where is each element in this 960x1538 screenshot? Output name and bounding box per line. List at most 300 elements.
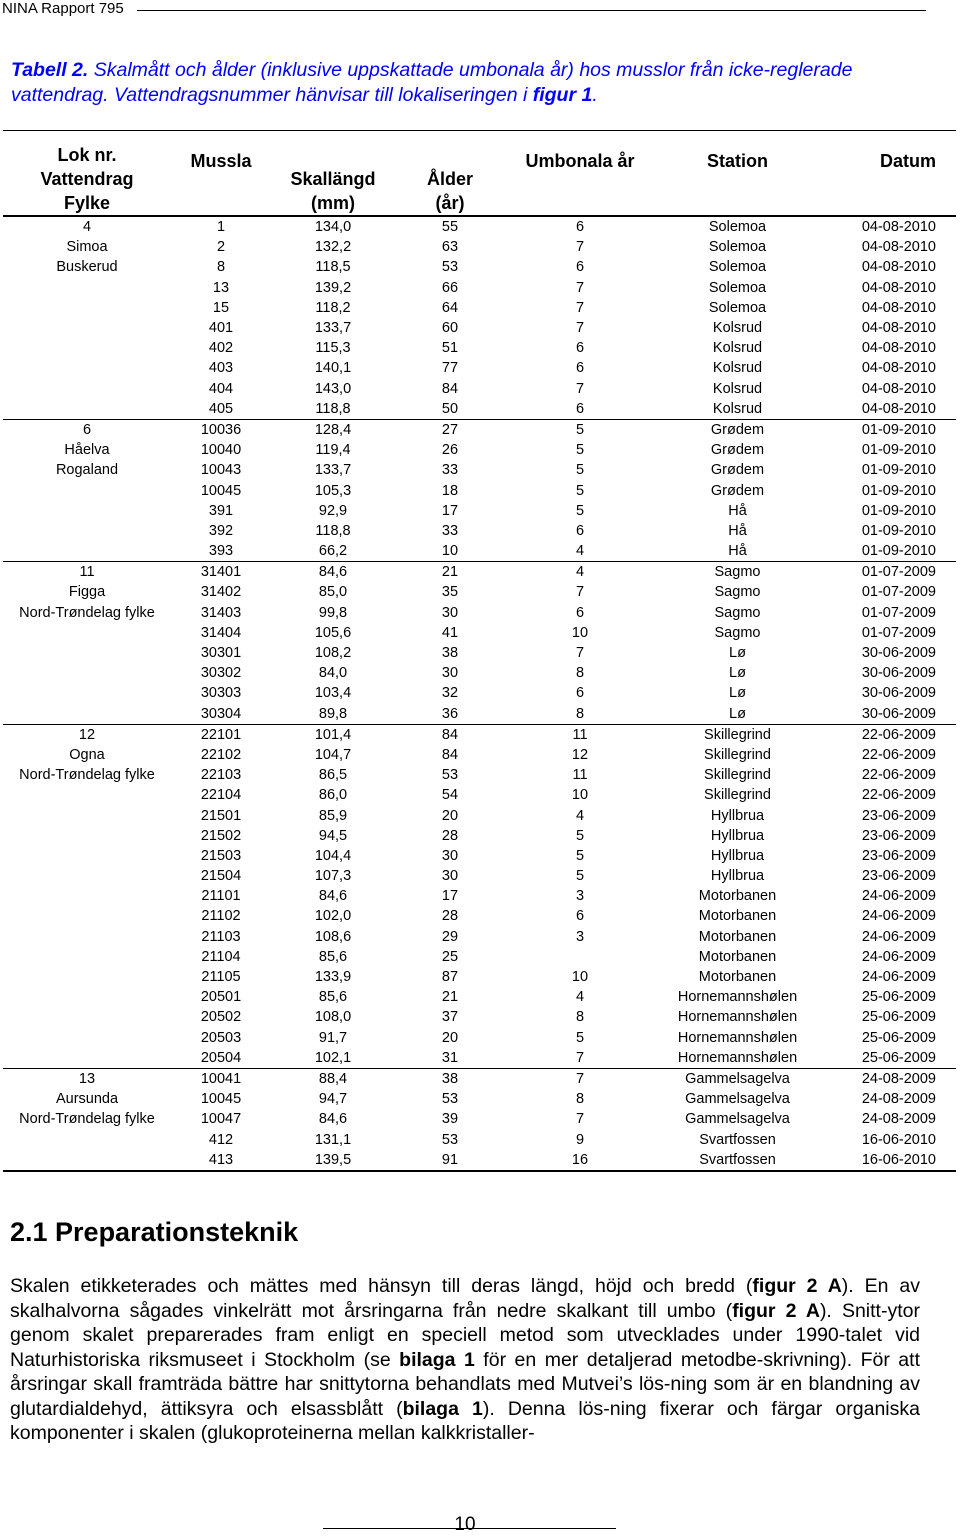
table-row bbox=[3, 582, 956, 602]
cell-datum: 04-08-2010 bbox=[861, 400, 936, 417]
cell-station: Grødem bbox=[710, 482, 765, 499]
cell-datum: 24-08-2009 bbox=[861, 1111, 936, 1128]
cell-alder: 84 bbox=[395, 724, 505, 745]
cell-lokalitet: Nord-Trøndelag fylke bbox=[19, 1111, 155, 1128]
data-table bbox=[3, 130, 956, 1172]
cell-alder: 39 bbox=[441, 1111, 459, 1128]
cell-datum: 01-09-2010 bbox=[861, 522, 936, 539]
table-row bbox=[3, 704, 956, 725]
cell-alder: 41 bbox=[441, 624, 459, 641]
cell-alder: 33 bbox=[441, 462, 459, 479]
cell-datum: 04-08-2010 bbox=[861, 239, 936, 256]
cell-alder: 17 bbox=[441, 502, 459, 519]
cell-mussla: 10040 bbox=[200, 442, 242, 459]
cell-umbonala: 7 bbox=[575, 320, 585, 337]
cell-umbonala: 3 bbox=[575, 928, 585, 945]
cell-alder: 28 bbox=[441, 827, 459, 844]
cell-alder: 21 bbox=[395, 562, 505, 583]
cell-skallangd: 108,0 bbox=[314, 1009, 352, 1026]
cell-station: Grødem bbox=[710, 442, 765, 459]
cell-alder: 66 bbox=[441, 279, 459, 296]
cell-alder: 84 bbox=[441, 746, 459, 763]
header-mussla: Mussla bbox=[171, 131, 271, 217]
cell-skallangd: 128,4 bbox=[271, 419, 395, 440]
cell-umbonala: 8 bbox=[575, 1091, 585, 1108]
cell-station: Solemoa bbox=[708, 279, 767, 296]
cell-mussla: 404 bbox=[208, 380, 234, 397]
cell-skallangd: 133,7 bbox=[314, 320, 352, 337]
cell-mussla: 22102 bbox=[200, 746, 242, 763]
cell-datum: 01-07-2009 bbox=[861, 624, 936, 641]
cell-lokalitet bbox=[3, 358, 171, 378]
cell-umbonala: 9 bbox=[575, 1131, 585, 1148]
cell-lokalitet bbox=[3, 643, 171, 663]
cell-skallangd: 99,8 bbox=[318, 604, 348, 621]
cell-umbonala: 4 bbox=[575, 989, 585, 1006]
cell-lokalitet bbox=[3, 1048, 171, 1069]
cell-alder: 30 bbox=[441, 665, 459, 682]
cell-mussla: 10047 bbox=[200, 1111, 242, 1128]
table-row bbox=[3, 826, 956, 846]
cell-mussla: 31401 bbox=[171, 562, 271, 583]
cell-skallangd: 85,9 bbox=[318, 807, 348, 824]
cell-alder: 37 bbox=[441, 1009, 459, 1026]
cell-station: Kolsrud bbox=[712, 400, 763, 417]
table-row bbox=[3, 562, 956, 583]
cell-umbonala: 7 bbox=[505, 1068, 655, 1089]
cell-station: Hyllbrua bbox=[710, 847, 765, 864]
cell-skallangd: 132,2 bbox=[314, 239, 352, 256]
cell-skallangd: 118,8 bbox=[315, 400, 351, 417]
cell-alder: 32 bbox=[441, 685, 459, 702]
cell-datum: 24-08-2009 bbox=[861, 1091, 936, 1108]
cell-skallangd: 104,4 bbox=[314, 847, 352, 864]
caption-text: Skalmått och ålder (inklusive uppskattade umbonala år) hos musslor från icke-reglerade vattendrag. Vattendragsnummer hänvisar till lokaliseringen i bbox=[11, 59, 853, 106]
table-row bbox=[3, 501, 956, 521]
cell-skallangd: 119,4 bbox=[315, 442, 351, 459]
cell-datum: 01-07-2009 bbox=[820, 562, 956, 583]
cell-skallangd: 84,6 bbox=[271, 562, 395, 583]
cell-alder: 55 bbox=[441, 219, 459, 236]
cell-mussla: 20503 bbox=[200, 1029, 242, 1046]
cell-station: Hyllbrua bbox=[710, 868, 765, 885]
cell-skallangd: 133,9 bbox=[314, 969, 352, 986]
cell-mussla: 22104 bbox=[200, 787, 242, 804]
table-row bbox=[3, 318, 956, 338]
table-row bbox=[3, 906, 956, 926]
cell-station: Skillegrind bbox=[704, 767, 771, 784]
table-row bbox=[3, 1150, 956, 1171]
cell-skallangd: 118,2 bbox=[315, 299, 351, 316]
cell-datum: 25-06-2009 bbox=[861, 1049, 936, 1066]
cell-umbonala: 16 bbox=[571, 1151, 589, 1168]
cell-datum: 01-07-2009 bbox=[861, 604, 936, 621]
cell-skallangd: 92,9 bbox=[318, 502, 348, 519]
cell-skallangd: 86,5 bbox=[318, 767, 348, 784]
cell-skallangd: 85,6 bbox=[318, 989, 348, 1006]
cell-umbonala: 11 bbox=[505, 724, 655, 745]
cell-station: Kolsrud bbox=[712, 340, 763, 357]
table-row bbox=[3, 379, 956, 399]
cell-umbonala: 7 bbox=[575, 1111, 585, 1128]
cell-lokalitet bbox=[3, 866, 171, 886]
cell-lokalitet: Figga bbox=[68, 584, 106, 601]
cell-lokalitet: Buskerud bbox=[56, 259, 118, 276]
header-skallangd: Skallängd (mm) bbox=[271, 131, 395, 217]
cell-umbonala: 4 bbox=[505, 562, 655, 583]
cell-lokalitet: Rogaland bbox=[55, 462, 119, 479]
cell-datum: 23-06-2009 bbox=[861, 847, 936, 864]
cell-alder: 87 bbox=[441, 969, 459, 986]
table-row bbox=[3, 805, 956, 825]
cell-alder: 53 bbox=[441, 259, 459, 276]
table-row bbox=[3, 298, 956, 318]
cell-skallangd: 105,6 bbox=[314, 624, 352, 641]
cell-mussla: 21104 bbox=[201, 948, 241, 965]
cell-mussla: 1 bbox=[216, 219, 226, 236]
cell-umbonala: 3 bbox=[575, 888, 585, 905]
table-row bbox=[3, 237, 956, 257]
cell-umbonala: 8 bbox=[575, 705, 585, 722]
cell-lokalitet: 4 bbox=[82, 219, 92, 236]
cell-alder: 36 bbox=[441, 705, 459, 722]
cell-station: Kolsrud bbox=[712, 380, 763, 397]
cell-mussla: 10036 bbox=[171, 419, 271, 440]
cell-umbonala: 5 bbox=[575, 442, 585, 459]
cell-skallangd: 139,5 bbox=[314, 1151, 352, 1168]
cell-mussla: 403 bbox=[208, 360, 234, 377]
cell-station: Solemoa bbox=[708, 299, 767, 316]
cell-skallangd: 108,6 bbox=[314, 928, 352, 945]
cell-umbonala: 5 bbox=[575, 868, 585, 885]
cell-alder: 31 bbox=[441, 1049, 459, 1066]
table-row bbox=[3, 1089, 956, 1109]
cell-datum: 22-06-2009 bbox=[861, 767, 936, 784]
cell-mussla: 8 bbox=[216, 259, 226, 276]
cell-umbonala: 6 bbox=[575, 219, 585, 236]
cell-datum: 04-08-2010 bbox=[861, 259, 936, 276]
cell-lokalitet bbox=[3, 805, 171, 825]
cell-lokalitet bbox=[3, 1007, 171, 1027]
cell-datum: 01-09-2010 bbox=[861, 482, 936, 499]
cell-mussla: 31404 bbox=[200, 624, 242, 641]
cell-umbonala: 5 bbox=[575, 1029, 585, 1046]
cell-station: Skillegrind bbox=[704, 787, 771, 804]
cell-umbonala: 7 bbox=[575, 299, 585, 316]
cell-umbonala: 12 bbox=[571, 746, 589, 763]
table-row bbox=[3, 846, 956, 866]
cell-lokalitet bbox=[3, 947, 171, 967]
table-row bbox=[3, 785, 956, 805]
table-row bbox=[3, 724, 956, 745]
cell-alder: 27 bbox=[395, 419, 505, 440]
cell-station: Hornemannshølen bbox=[677, 1009, 798, 1026]
cell-mussla: 401 bbox=[208, 320, 234, 337]
cell-lokalitet: Simoa bbox=[66, 239, 108, 256]
cell-mussla: 30304 bbox=[200, 705, 242, 722]
cell-skallangd: 84,6 bbox=[318, 1111, 348, 1128]
cell-skallangd: 94,7 bbox=[318, 1091, 348, 1108]
cell-mussla: 31403 bbox=[200, 604, 242, 621]
cell-lokalitet bbox=[3, 399, 171, 420]
cell-umbonala: 6 bbox=[575, 340, 585, 357]
cell-alder: 30 bbox=[441, 604, 459, 621]
cell-datum: 04-08-2010 bbox=[861, 299, 936, 316]
cell-skallangd: 134,0 bbox=[314, 219, 352, 236]
cell-lokalitet: Nord-Trøndelag fylke bbox=[19, 604, 155, 621]
cell-datum: 01-09-2010 bbox=[820, 419, 956, 440]
cell-datum: 16-06-2010 bbox=[861, 1151, 936, 1168]
cell-skallangd: 89,8 bbox=[318, 705, 348, 722]
table-row bbox=[3, 460, 956, 480]
table-row bbox=[3, 1048, 956, 1069]
table-row bbox=[3, 1109, 956, 1129]
cell-alder: 20 bbox=[441, 807, 459, 824]
page-header bbox=[2, 0, 926, 20]
cell-umbonala: 5 bbox=[575, 502, 585, 519]
cell-lokalitet bbox=[3, 987, 171, 1007]
cell-datum: 25-06-2009 bbox=[861, 989, 936, 1006]
page-footer bbox=[0, 1510, 960, 1538]
cell-umbonala: 11 bbox=[572, 767, 588, 784]
cell-lokalitet bbox=[3, 663, 171, 683]
cell-lokalitet: 13 bbox=[3, 1068, 171, 1089]
table-row bbox=[3, 947, 956, 967]
cell-lokalitet bbox=[3, 886, 171, 906]
cell-mussla: 20504 bbox=[200, 1049, 242, 1066]
cell-skallangd: 118,8 bbox=[315, 522, 351, 539]
table-row bbox=[3, 419, 956, 440]
cell-datum: 24-06-2009 bbox=[861, 928, 936, 945]
cell-station: Lø bbox=[729, 685, 746, 702]
cell-umbonala: 10 bbox=[571, 624, 589, 641]
cell-umbonala: 6 bbox=[575, 400, 585, 417]
cell-skallangd: 84,0 bbox=[318, 665, 348, 682]
cell-lokalitet bbox=[3, 541, 171, 562]
cell-station: Hå bbox=[728, 543, 747, 560]
cell-umbonala: 5 bbox=[505, 419, 655, 440]
cell-skallangd: 66,2 bbox=[318, 543, 348, 560]
cell-datum: 23-06-2009 bbox=[861, 868, 936, 885]
cell-skallangd: 85,6 bbox=[318, 948, 348, 965]
cell-station: Hornemannshølen bbox=[677, 1049, 798, 1066]
cell-station: Sagmo bbox=[714, 584, 761, 601]
header-station: Station bbox=[655, 131, 820, 217]
cell-station: Sagmo bbox=[714, 604, 761, 621]
cell-datum: 30-06-2009 bbox=[861, 645, 936, 662]
cell-alder: 38 bbox=[395, 1068, 505, 1089]
cell-alder: 33 bbox=[441, 522, 459, 539]
cell-umbonala: 4 bbox=[575, 543, 585, 560]
cell-lokalitet: Håelva bbox=[64, 442, 110, 459]
cell-umbonala: 7 bbox=[575, 584, 585, 601]
cell-station: Solemoa bbox=[708, 239, 767, 256]
cell-station: Hornemannshølen bbox=[677, 989, 798, 1006]
cell-skallangd: 101,4 bbox=[271, 724, 395, 745]
cell-alder: 64 bbox=[441, 299, 459, 316]
cell-station: Hå bbox=[728, 522, 747, 539]
header-umbonala: Umbonala år bbox=[505, 131, 655, 217]
table-row bbox=[3, 358, 956, 378]
table-row bbox=[3, 480, 956, 500]
cell-skallangd: 118,5 bbox=[315, 259, 351, 276]
cell-skallangd: 133,7 bbox=[314, 462, 352, 479]
cell-alder: 30 bbox=[441, 847, 459, 864]
cell-lokalitet bbox=[3, 683, 171, 703]
cell-station: Kolsrud bbox=[712, 320, 763, 337]
caption-prefix: Tabell 2. bbox=[11, 59, 89, 81]
cell-datum: 23-06-2009 bbox=[861, 827, 936, 844]
figure-ref: figur 2 A bbox=[752, 1275, 842, 1297]
cell-alder: 53 bbox=[441, 767, 459, 784]
cell-umbonala: 6 bbox=[575, 685, 585, 702]
cell-umbonala: 7 bbox=[575, 645, 585, 662]
table-header-row bbox=[3, 131, 956, 217]
cell-alder: 17 bbox=[441, 888, 459, 905]
table-row bbox=[3, 623, 956, 643]
cell-mussla: 30302 bbox=[200, 665, 242, 682]
cell-lokalitet: 12 bbox=[3, 724, 171, 745]
cell-mussla: 30303 bbox=[200, 685, 242, 702]
cell-skallangd: 104,7 bbox=[314, 746, 352, 763]
cell-umbonala: 7 bbox=[575, 380, 585, 397]
cell-alder: 26 bbox=[441, 442, 459, 459]
cell-mussla: 10043 bbox=[200, 462, 242, 479]
table-row bbox=[3, 1007, 956, 1027]
cell-skallangd: 131,1 bbox=[314, 1131, 352, 1148]
cell-mussla: 10045 bbox=[200, 1091, 242, 1108]
cell-datum: 04-08-2010 bbox=[861, 340, 936, 357]
cell-alder: 28 bbox=[441, 908, 459, 925]
cell-umbonala: 6 bbox=[575, 604, 585, 621]
table-row bbox=[3, 886, 956, 906]
cell-umbonala: 5 bbox=[575, 482, 585, 499]
table-row bbox=[3, 927, 956, 947]
table-body bbox=[3, 216, 956, 1171]
cell-lokalitet bbox=[3, 846, 171, 866]
cell-skallangd: 85,0 bbox=[318, 584, 348, 601]
cell-skallangd: 88,4 bbox=[271, 1068, 395, 1089]
cell-datum: 01-09-2010 bbox=[861, 462, 936, 479]
body-paragraph: Skalen etikketerades och mättes med hänsyn till deras längd, höjd och bredd (figur 2 A). En av skalhalvorna sågades vinkelrätt mot årsringarna från nedre skalkant till umbo (figur 2 A). Snitt-ytor genom skalet preparerades fram enligt en speciell metod som utvecklades under 1990-talet vid Naturhistoriska riksmuseet i Stockholm (se bilaga 1 för en mer detaljerad metodbe-skrivning). För att årsringar skall framträda bättre har snittytorna behandlats med Mutvei’s lös-ning som är en blandning av glutardialdehyd, ättiksyra och elsassblått (bilaga 1). Denna lös-ning fixerar och färgar organiska komponenter i skalen (glukoproteinerna mellan kalkkristaller- bbox=[10, 1275, 920, 1444]
table-row bbox=[3, 745, 956, 765]
appendix-ref: bilaga 1 bbox=[399, 1348, 475, 1371]
table-row bbox=[3, 1068, 956, 1089]
cell-lokalitet bbox=[3, 278, 171, 298]
cell-station: Hyllbrua bbox=[710, 827, 765, 844]
cell-lokalitet bbox=[3, 318, 171, 338]
cell-alder: 51 bbox=[441, 340, 459, 357]
cell-alder: 54 bbox=[441, 787, 459, 804]
cell-lokalitet bbox=[3, 298, 171, 318]
cell-mussla: 21105 bbox=[201, 969, 241, 986]
cell-lokalitet: Nord-Trøndelag fylke bbox=[19, 767, 155, 784]
cell-station: Sagmo bbox=[714, 624, 761, 641]
cell-skallangd: 115,3 bbox=[315, 340, 351, 357]
cell-station: Hornemannshølen bbox=[677, 1029, 798, 1046]
table-row bbox=[3, 603, 956, 623]
table-caption bbox=[11, 58, 911, 108]
cell-alder: 29 bbox=[441, 928, 459, 945]
cell-station: Solemoa bbox=[708, 219, 767, 236]
cell-lokalitet bbox=[3, 379, 171, 399]
cell-station: Grødem bbox=[710, 462, 765, 479]
cell-datum: 04-08-2010 bbox=[861, 279, 936, 296]
cell-mussla: 402 bbox=[208, 340, 234, 357]
cell-station: Hå bbox=[728, 502, 747, 519]
cell-mussla: 21103 bbox=[201, 928, 241, 945]
cell-mussla: 2 bbox=[216, 239, 226, 256]
cell-umbonala: 8 bbox=[575, 1009, 585, 1026]
cell-datum: 24-06-2009 bbox=[861, 888, 936, 905]
cell-station: Gammelsagelva bbox=[655, 1068, 820, 1089]
cell-lokalitet bbox=[3, 338, 171, 358]
cell-umbonala: 10 bbox=[571, 787, 589, 804]
cell-alder: 25 bbox=[441, 948, 459, 965]
cell-station: Kolsrud bbox=[712, 360, 763, 377]
page-number: 10 bbox=[454, 1514, 476, 1535]
cell-skallangd: 140,1 bbox=[314, 360, 352, 377]
cell-station: Hyllbrua bbox=[710, 807, 765, 824]
cell-mussla: 22103 bbox=[200, 767, 242, 784]
cell-mussla: 10041 bbox=[171, 1068, 271, 1089]
cell-alder: 77 bbox=[441, 360, 459, 377]
cell-umbonala: 7 bbox=[575, 279, 585, 296]
table-row bbox=[3, 987, 956, 1007]
cell-alder: 53 bbox=[441, 1091, 459, 1108]
cell-station: Svartfossen bbox=[699, 1151, 776, 1168]
cell-datum: 30-06-2009 bbox=[861, 685, 936, 702]
cell-skallangd: 108,2 bbox=[314, 645, 352, 662]
cell-datum: 04-08-2010 bbox=[861, 320, 936, 337]
cell-station: Motorbanen bbox=[698, 908, 777, 925]
figure-ref: figur 2 A bbox=[732, 1299, 820, 1322]
cell-lokalitet bbox=[3, 785, 171, 805]
cell-datum: 30-06-2009 bbox=[861, 665, 936, 682]
cell-skallangd: 102,0 bbox=[314, 908, 352, 925]
header-datum: Datum bbox=[820, 131, 956, 217]
cell-umbonala: 10 bbox=[571, 969, 589, 986]
cell-umbonala: 6 bbox=[575, 908, 585, 925]
cell-skallangd: 91,7 bbox=[318, 1029, 348, 1046]
cell-skallangd: 143,0 bbox=[314, 380, 352, 397]
cell-datum: 04-08-2010 bbox=[861, 219, 936, 236]
cell-station: Svartfossen bbox=[699, 1131, 776, 1148]
cell-alder: 91 bbox=[441, 1151, 459, 1168]
cell-mussla: 20502 bbox=[200, 1009, 242, 1026]
cell-alder: 84 bbox=[441, 380, 459, 397]
cell-umbonala: 7 bbox=[575, 1049, 585, 1066]
cell-station: Gammelsagelva bbox=[685, 1111, 790, 1128]
table-row bbox=[3, 1028, 956, 1048]
table-row bbox=[3, 683, 956, 703]
cell-datum: 24-06-2009 bbox=[861, 969, 936, 986]
table-row bbox=[3, 663, 956, 683]
cell-alder: 21 bbox=[441, 989, 459, 1006]
cell-datum: 25-06-2009 bbox=[861, 1029, 936, 1046]
cell-station: Lø bbox=[729, 645, 746, 662]
cell-datum: 01-09-2010 bbox=[861, 502, 936, 519]
cell-lokalitet bbox=[3, 967, 171, 987]
cell-mussla: 21101 bbox=[201, 888, 241, 905]
table-row bbox=[3, 257, 956, 277]
cell-datum: 22-06-2009 bbox=[861, 746, 936, 763]
cell-station: Gammelsagelva bbox=[685, 1091, 790, 1108]
cell-lokalitet bbox=[3, 906, 171, 926]
cell-lokalitet bbox=[3, 704, 171, 725]
appendix-ref: bilaga 1 bbox=[402, 1397, 483, 1420]
cell-datum: 16-06-2010 bbox=[861, 1131, 936, 1148]
